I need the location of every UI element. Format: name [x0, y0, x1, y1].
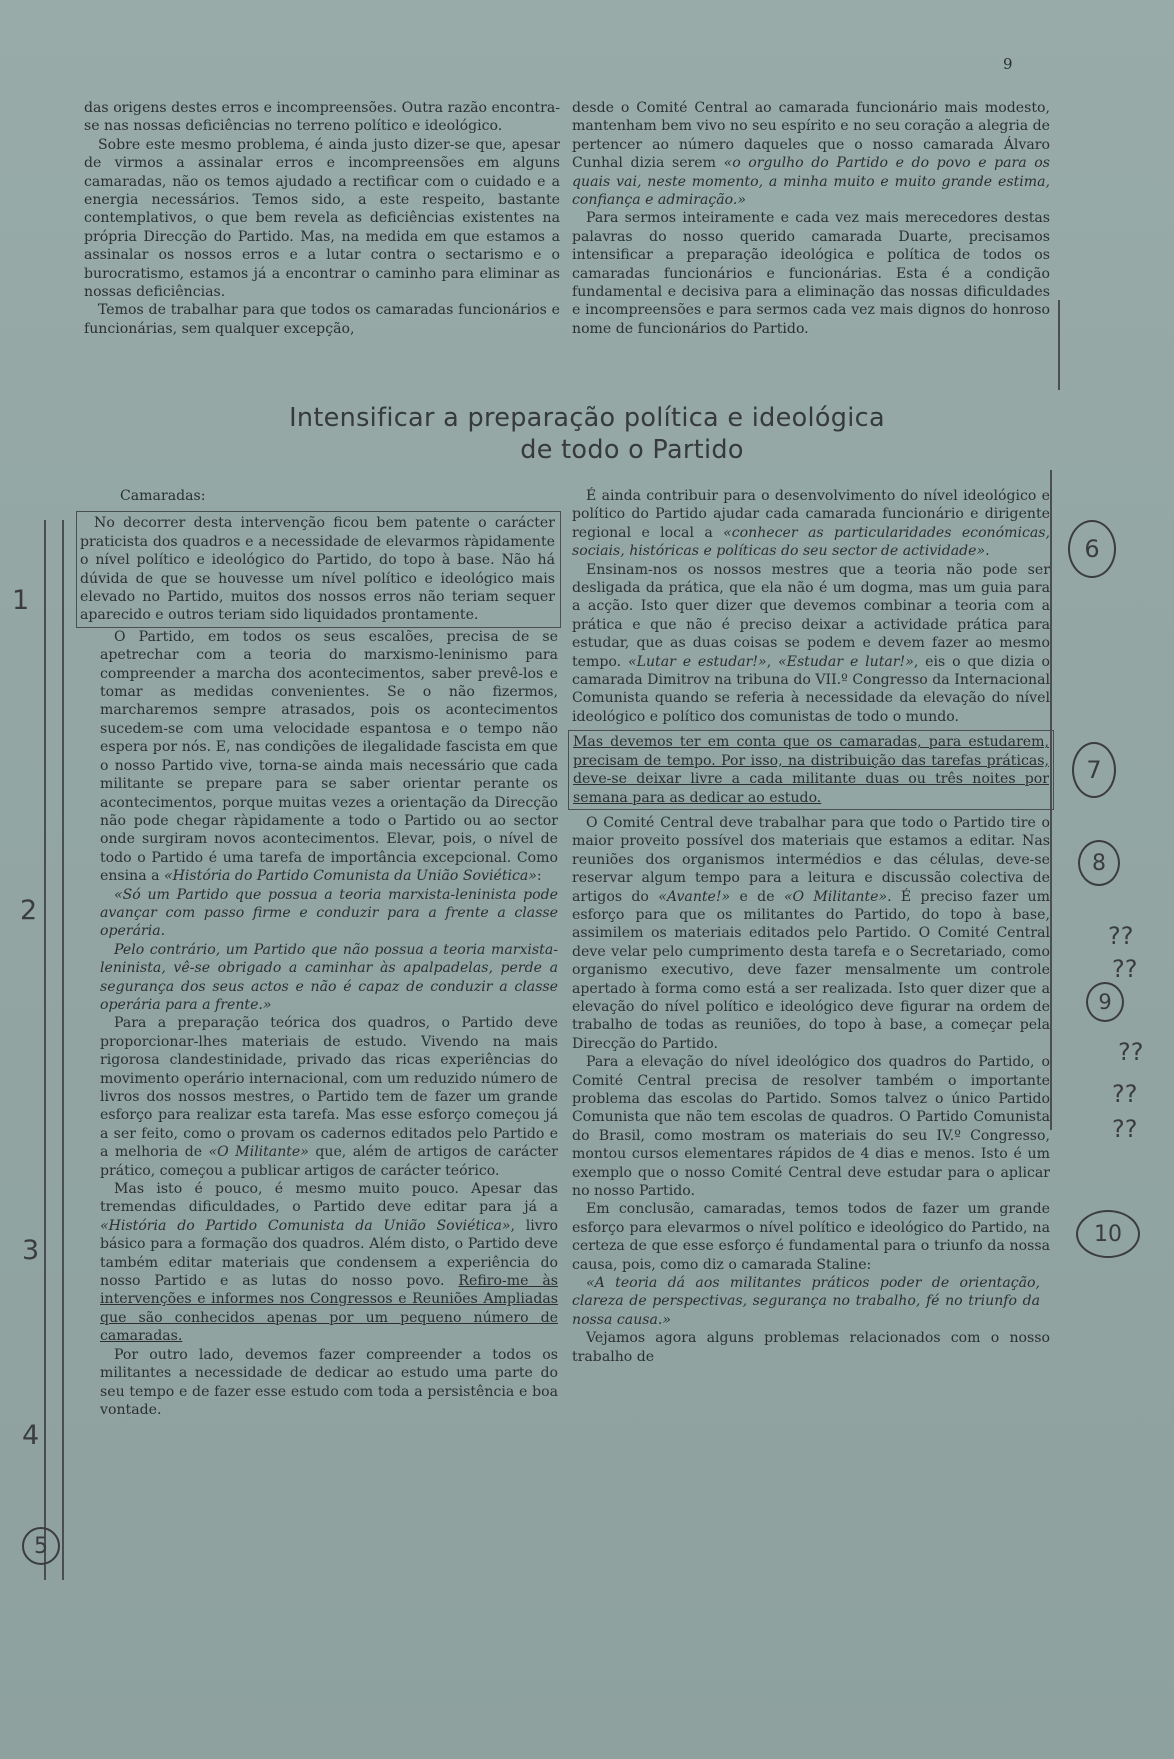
journal-title: «O Militante»: [208, 1144, 309, 1161]
paragraph: Por outro lado, devemos fazer compreender a todos os militantes a necessidade de dedicar ao estudo uma parte do seu tempo e de fazer esse estudo com toda a persistência e boa vontade.: [100, 1346, 558, 1418]
question-marks: ??: [1112, 1080, 1138, 1108]
margin-mark-10: 10: [1076, 1210, 1140, 1258]
margin-mark-5: 5: [22, 1527, 60, 1565]
book-title: «História do Partido Comunista da União Soviética»: [164, 868, 537, 885]
margin-line: [1050, 470, 1052, 1130]
text: Mas isto é pouco, é mesmo muito pouco. Apesar das tremendas dificuldades, o Partido deve editar para já a: [100, 1181, 558, 1216]
paragraph: [100, 628, 558, 886]
underlined-text: Refiro-me às intervenções e informes nos Congressos e Reuniões Ampliadas que são conhecidos apenas por um pequeno número de camaradas.: [100, 1273, 558, 1345]
paragraph: Para a elevação do nível ideológico dos quadros do Partido, o Comité Central precisa de resolver também o importante problema das escolas do Partido. Somos talvez o único Partido Comunista que não tem escolas de quadros. O Partido Comunista do Brasil, como mostram os materiais do seu IV.º Congresso, montou cursos elementares rápidos de 4 dias e menos. Isto é um exemplo que o nosso Comité Central deve estudar para o aplicar no nosso Partido.: [572, 1054, 1050, 1200]
top-left-column: [84, 99, 560, 338]
boxed-paragraph: [568, 730, 1054, 810]
paragraph: [572, 487, 1050, 561]
journal-title: «Avante!»: [658, 888, 731, 905]
text: .: [985, 543, 990, 560]
text: e de: [730, 888, 784, 905]
quote: «A teoria dá aos militantes práticos poder de orientação, clareza de perspectivas, segurança no trabalho, fé no triunfo da nossa causa.»: [572, 1275, 1040, 1328]
boxed-paragraph: [76, 511, 561, 627]
top-right-column: [572, 99, 1050, 338]
salutation: Camaradas:: [120, 488, 206, 504]
text: ,: [766, 653, 779, 670]
margin-mark-9: 9: [1086, 982, 1124, 1022]
paragraph: [100, 1180, 558, 1346]
question-marks: ??: [1108, 922, 1134, 950]
quote: «o orgulho do Partido e do povo e para os quais vai, neste momento, a minha muito e muito grande estima, confiança e admiração.»: [572, 155, 1050, 209]
text: O Comité Central deve trabalhar para que todo o Partido tire o maior proveito possível dos materiais que estamos a editar. Nas reuniões dos organismos intermédios e das células, deve-se reservar algum tempo para a leitura e discussão colectiva de artigos do: [572, 814, 1050, 905]
page-number: 9: [1003, 55, 1013, 73]
book-title: «História do Partido Comunista da União Soviética»: [100, 1217, 511, 1234]
paragraph: Em conclusão, camaradas, temos todos de fazer um grande esforço para elevarmos o nível político e ideológico do Partido, na certeza de que esse esforço é fundamental para o triunfo da nossa causa, pois, como diz o camarada Staline:: [572, 1201, 1050, 1273]
heading-line: de todo o Partido: [520, 435, 744, 465]
quote: Pelo contrário, um Partido que não possua a teoria marxista-leninista, vê-se obrigado a caminhar às apalpadelas, perde a segurança dos seus actos e não é capaz de conduzir a classe operária para a frente.»: [100, 941, 558, 1013]
paragraph: Mas devemos ter em conta que os camaradas, para estudarem, precisam de tempo. Por isso, na distribuição das tarefas práticas, deve-se deixar livre a cada militante duas ou três noites por semana para as dedicar ao estudo.: [573, 734, 1049, 806]
paragraph: Temos de trabalhar para que todos os camaradas funcionários e funcionárias, sem qualquer excepção,: [84, 302, 560, 337]
question-marks: ??: [1112, 955, 1138, 983]
text: :: [536, 868, 542, 885]
section-heading: [0, 402, 1174, 466]
text: . É preciso fazer um esforço para que os militantes do Partido, do topo à base, assimilem os materiais editados pelo Partido. O Comité Central deve velar pelo cumprimento desta tarefa e o Secretariado, como organismo executivo, deve fazer mensalmente um controle apertado à forma como está a ser realizada. Isto quer dizer que a elevação do nível político e ideológico deve figurar na ordem de trabalho de todas as reuniões, do topo à base, a começar pela Direcção do Partido.: [572, 888, 1050, 1052]
left-column: [80, 487, 558, 1419]
text: É ainda contribuir para o desenvolvimento do nível ideológico e político do Partido ajudar cada camarada funcionário e dirigente regional e local a: [572, 488, 1050, 541]
quote: «Lutar e estudar!»: [627, 653, 767, 670]
paragraph: das origens destes erros e incompreensões. Outra razão encontra-se nas nossas deficiências no terreno político e ideológico.: [84, 100, 560, 135]
text: O Partido, em todos os seus escalões, precisa de se apetrechar com a teoria do marxismo-leninismo para compreender a marcha dos acontecimentos, saber prevê-los e tomar as medidas convenientes. Se o não fizermos, marcharemos sempre atrasados, pois os acontecimentos sucedem-se com uma velocidade espantosa e o tempo não espera por nós. E, nas condições de ilegalidade fascista em que o nosso Partido vive, torna-se ainda mais necessário que cada militante se prepare para se saber orientar perante os acontecimentos, porque muitas vezes a orientação da Direcção não pode chegar ràpidamente a todo o Partido ou ao sector onde surgiram novos acontecimentos. Elevar, pois, o nível de todo o Partido é uma tarefa de importância excepcional. Como ensina a: [100, 628, 558, 885]
right-column: [572, 487, 1050, 1366]
paragraph: [572, 814, 1050, 1053]
quote: «Estudar e lutar!»: [778, 653, 914, 670]
paragraph: Para sermos inteiramente e cada vez mais merecedores destas palavras do nosso querido camarada Duarte, precisamos intensificar a preparação ideológica e política de todos os camaradas funcionários e funcionárias. Esta é a condição fundamental e decisiva para a eliminação das nossas dificuldades e incompreensões e para sermos cada vez mais dignos do honroso nome de funcionários do Partido.: [572, 210, 1050, 337]
margin-mark-7: 7: [1072, 742, 1116, 798]
text: Ensinam-nos os nossos mestres que a teoria não pode ser desligada da prática, que ela não é um dogma, mas um guia para a acção. Isto quer dizer que devemos combinar a teoria com a prática e que não é preciso deixar a actividade prática para estudar, que as duas coisas se podem e devem fazer ao mesmo tempo.: [572, 561, 1050, 670]
heading-line: Intensificar a preparação política e ideológica: [289, 403, 885, 433]
quote: «conhecer as particularidades económicas, sociais, históricas e políticas do seu sector de actividade»: [572, 524, 1050, 560]
paragraph: Vejamos agora alguns problemas relacionados com o nosso trabalho de: [572, 1330, 1050, 1365]
text: , eis o que dizia o camarada Dimitrov na tribuna do VII.º Congresso da Internacional Comunista quando se referia à necessidade da elevação do nível ideológico e político dos comunistas de todo o mundo.: [572, 653, 1050, 725]
paragraph: No decorrer desta intervenção ficou bem patente o carácter praticista dos quadros e a necessidade de elevarmos ràpidamente o nível político e ideológico do Partido, do topo à base. Não há dúvida de que se houvesse um nível político e ideológico mais elevado no Partido, muitos dos nossos erros não teriam sequer aparecido e outros teriam sido liquidados prontamente.: [80, 515, 555, 624]
text: desde o Comité Central ao camarada funcionário mais modesto, mantenham bem vivo no seu espírito e no seu coração a alegria de pertencer ao número daqueles que o nosso camarada Álvaro Cunhal dizia serem: [572, 100, 1050, 172]
text: Para a preparação teórica dos quadros, o Partido deve proporcionar-lhes materiais de estudo. Vivendo na mais rigorosa clandestinidade, privado das ricas experiências do movimento operário internacional, com um reduzido número de livros dos nossos mestres, o Partido tem de fazer um grande esforço para realizar esta tarefa. Mas esse esforço começou já a ser feito, como o provam os cadernos editados pelo Partido e a melhoria de: [100, 1015, 558, 1161]
paragraph: [100, 1014, 558, 1180]
quote: «Só um Partido que possua a teoria marxista-leninista pode avançar com passo firme e conduzir para a frente a classe operária.: [100, 886, 558, 940]
margin-mark-3: 3: [22, 1235, 40, 1266]
journal-title: «O Militante»: [783, 888, 888, 905]
paragraph: [572, 561, 1050, 727]
text: , livro básico para a formação dos quadros. Além disto, o Partido deve também editar materiais que condensem a experiência do nosso Partido e as lutas do nosso povo.: [100, 1217, 558, 1290]
margin-line: [1058, 300, 1060, 390]
margin-mark-8: 8: [1078, 840, 1120, 886]
margin-mark-6: 6: [1068, 520, 1116, 578]
paragraph: [572, 99, 1050, 209]
question-marks: ??: [1112, 1115, 1138, 1143]
margin-line: [62, 520, 64, 1580]
paragraph: Sobre este mesmo problema, é ainda justo dizer-se que, apesar de virmos a assinalar erros e incompreensões em alguns camaradas, não os temos ajudado a rectificar com o cuidado e a energia necessários. Temos sido, a este respeito, bastante contemplativos, o que bem revela as deficiências existentes na própria Direcção do Partido. Mas, na medida em que estamos a assinalar os nossos erros e a lutar contra o sectarismo e o burocratismo, estamos já a encontrar o caminho para eliminar as nossas deficiências.: [84, 136, 560, 301]
margin-mark-2: 2: [20, 895, 38, 926]
question-marks: ??: [1118, 1038, 1144, 1066]
text: que, além de artigos de carácter prático, começou a publicar artigos de carácter teórico.: [100, 1144, 558, 1179]
margin-mark-4: 4: [22, 1420, 40, 1451]
margin-line: [44, 520, 46, 1580]
margin-mark-1: 1: [12, 585, 30, 616]
